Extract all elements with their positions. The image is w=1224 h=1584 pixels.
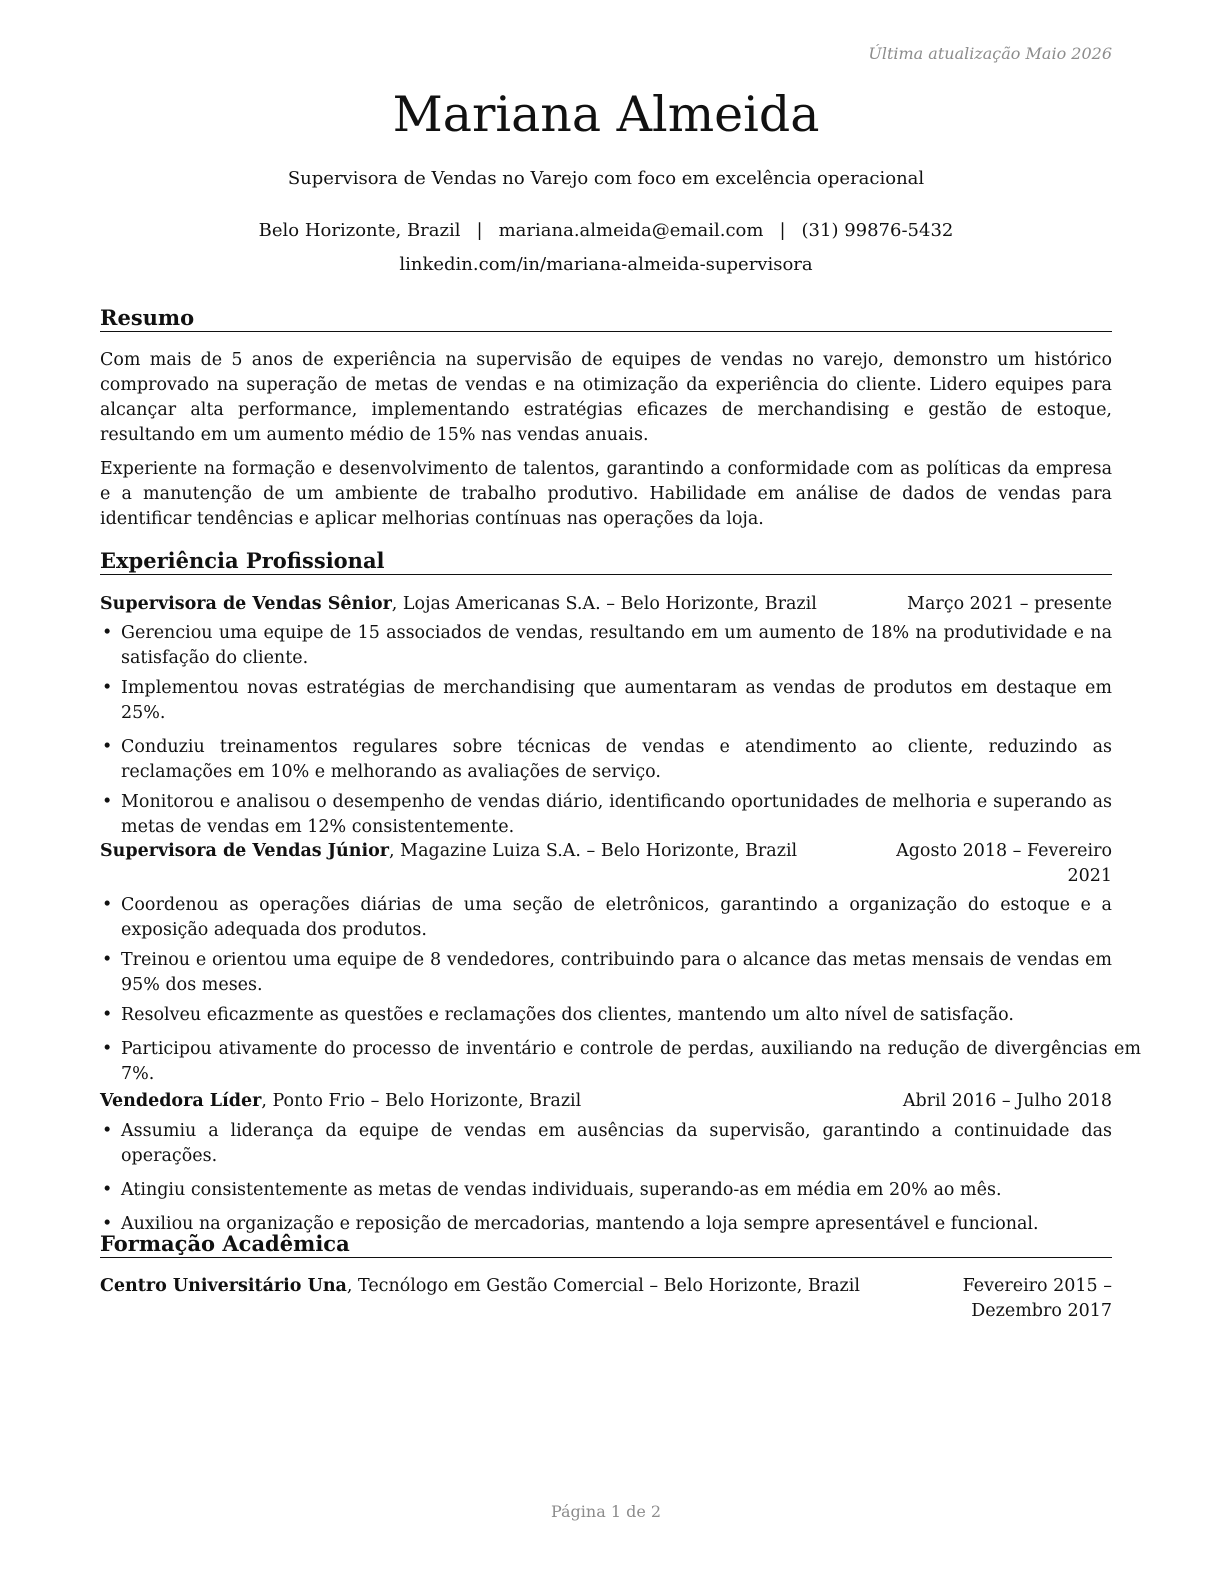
list-item: • Implementou novas estratégias de merchandising que aumentaram as vendas de produtos em destaque em 25%. xyxy=(102,678,1112,723)
degree: , Tecnólogo em Gestão Comercial – Belo Horizonte, Brazil xyxy=(346,1276,860,1296)
list-item: • Resolveu eficazmente as questões e reclamações dos clientes, mantendo um alto nível de satisfação. xyxy=(102,1005,1014,1025)
job-header xyxy=(100,1089,1112,1114)
job-bullets xyxy=(100,621,1112,840)
job-header xyxy=(100,839,1112,886)
list-item: • Gerenciou uma equipe de 15 associados de vendas, resultando em um aumento de 18% na produtividade e na satisfação do cliente. xyxy=(102,623,1112,668)
list-item: • Coordenou as operações diárias de uma seção de eletrônicos, garantindo a organização do estoque e a exposição adequada dos produtos. xyxy=(102,895,1112,940)
job-role: Supervisora de Vendas Sênior xyxy=(100,594,392,614)
list-item: • Participou ativamente do processo de inventário e controle de perdas, auxiliando na redução de divergências em 7%. xyxy=(102,1039,1141,1084)
section-title-summary: Resumo xyxy=(100,305,1112,332)
separator: | xyxy=(779,220,786,241)
section-title-experience: Experiência Profissional xyxy=(100,548,1112,575)
job-company: , Magazine Luiza S.A. – Belo Horizonte, Brazil xyxy=(389,841,798,861)
location: Belo Horizonte, Brazil xyxy=(258,220,461,241)
job-dates: Agosto 2018 – Fevereiro 2021 xyxy=(896,841,1112,886)
tagline: Supervisora de Vendas no Varejo com foco em excelência operacional xyxy=(287,168,925,189)
summary-paragraph: Experiente na formação e desenvolvimento de talentos, garantindo a conformidade com as políticas da empresa e a manutenção de um ambiente de trabalho produtivo. Habilidade em análise de dados de vendas para identificar tendências e aplicar melhorias contínuas nas operações da loja. xyxy=(100,459,1112,529)
job-dates: Março 2021 – presente xyxy=(907,594,1112,614)
linkedin-link[interactable]: linkedin.com/in/mariana-almeida-supervisora xyxy=(399,254,813,275)
job-company: , Ponto Frio – Belo Horizonte, Brazil xyxy=(261,1091,582,1111)
job-bullets xyxy=(100,1119,1112,1237)
list-item: • Conduziu treinamentos regulares sobre técnicas de vendas e atendimento ao cliente, reduzindo as reclamações em 10% e melhorando as avaliações de serviço. xyxy=(102,737,1112,782)
job-bullets xyxy=(100,893,1141,1087)
page-number: Página 1 de 2 xyxy=(550,1502,662,1521)
separator: | xyxy=(476,220,483,241)
candidate-name: Mariana Almeida xyxy=(392,86,820,143)
list-item: • Assumiu a liderança da equipe de vendas em ausências da supervisão, garantindo a continuidade das operações. xyxy=(102,1121,1112,1166)
phone: (31) 99876-5432 xyxy=(801,220,954,241)
job-role: Supervisora de Vendas Júnior xyxy=(100,841,390,861)
school-name: Centro Universitário Una xyxy=(100,1276,347,1296)
list-item: • Treinou e orientou uma equipe de 8 vendedores, contribuindo para o alcance das metas mensais de vendas em 95% dos meses. xyxy=(102,950,1112,995)
list-item: • Monitorou e analisou o desempenho de vendas diário, identificando oportunidades de melhoria e superando as metas de vendas em 12% consistentemente. xyxy=(102,792,1112,837)
section-title-education: Formação Acadêmica xyxy=(100,1231,1112,1258)
contact-line xyxy=(0,220,1212,241)
list-item: • Atingiu consistentemente as metas de vendas individuais, superando-as em média em 20% ao mês. xyxy=(102,1180,1002,1200)
job-header xyxy=(100,592,1112,617)
job-company: , Lojas Americanas S.A. – Belo Horizonte, Brazil xyxy=(391,594,817,614)
summary-paragraph: Com mais de 5 anos de experiência na supervisão de equipes de vendas no varejo, demonstro um histórico comprovado na superação de metas de vendas e na otimização da experiência do cliente. Lidero equipes para alcançar alta performance, implementando estratégias eficazes de merchandising e gestão de estoque, resultando em um aumento médio de 15% nas vendas anuais. xyxy=(100,350,1112,445)
last-updated: Última atualização Maio 2026 xyxy=(868,44,1112,63)
list-item: • Auxiliou na organização e reposição de mercadorias, mantendo a loja sempre apresentável e funcional. xyxy=(102,1214,1039,1234)
education-entry xyxy=(100,1274,1112,1321)
email-link[interactable]: mariana.almeida@email.com xyxy=(498,220,764,241)
education-dates: Fevereiro 2015 – Dezembro 2017 xyxy=(962,1276,1112,1321)
job-dates: Abril 2016 – Julho 2018 xyxy=(902,1091,1112,1111)
job-role: Vendedora Líder xyxy=(100,1091,262,1111)
